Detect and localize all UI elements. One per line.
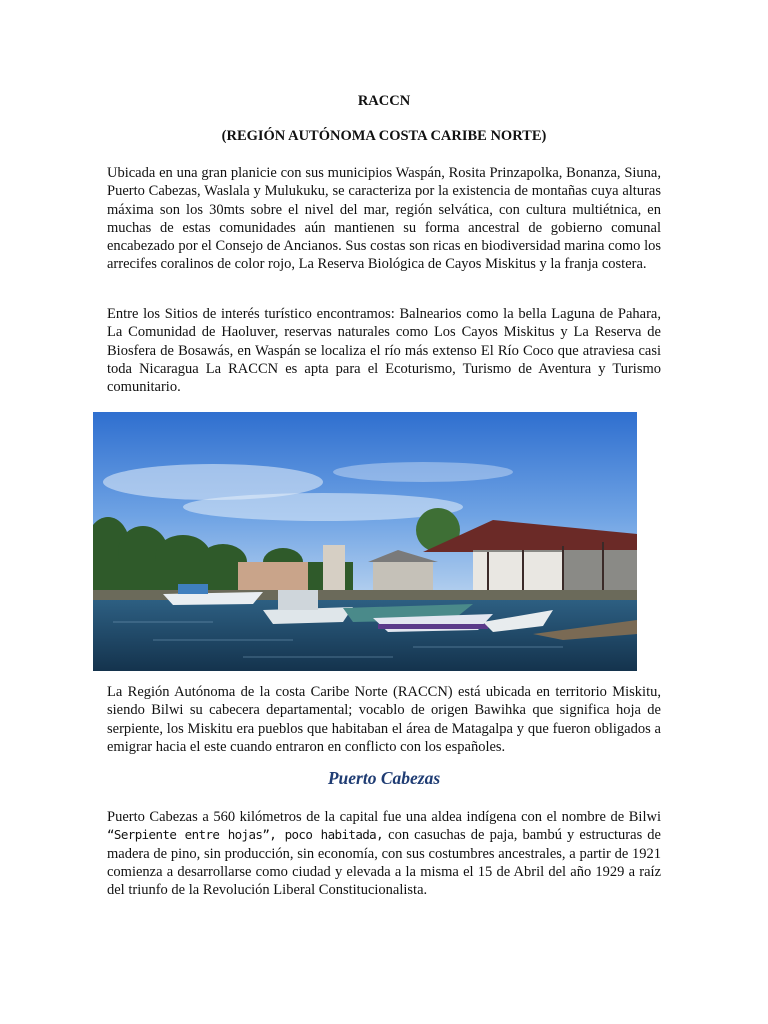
quote-text: “Serpiente entre hojas”, poco habitada, xyxy=(107,827,384,843)
document-subtitle: (REGIÓN AUTÓNOMA COSTA CARIBE NORTE) xyxy=(221,128,547,144)
harbor-photo xyxy=(93,412,637,671)
section-heading: Puerto Cabezas xyxy=(327,768,441,788)
tourism-paragraph: Entre los Sitios de interés turístico encontramos: Balnearios como la bella Laguna de Pahara, La Comunidad de Haoluver, reservas naturales como Los Cayos Miskitus y La Reserva de Biosfera de Bosawás, en Waspán se localiza el río más extenso El Río Coco que atraviesa casi toda Nicaragua La RACCN es apta para el Ecoturismo, Turismo de Aventura y Turismo comunitario. xyxy=(107,306,661,396)
tower xyxy=(323,545,345,590)
document-title: RACCN xyxy=(357,93,411,109)
region-paragraph: La Región Autónoma de la costa Caribe Norte (RACCN) está ubicada en territorio Miskitu, siendo Bilwi su cabecera departamental; vocablo de origen Bawihka que significa hoja de serpiente, los Miskitu era pueblos que habitaban el área de Matagalpa y que fueron obligados a emigrar hacia el este cuando entraron en conflicto con los españoles. xyxy=(107,684,661,755)
cloud xyxy=(333,462,513,482)
house xyxy=(238,562,308,590)
intro-paragraph: Ubicada en una gran planicie con sus municipios Waspán, Rosita Prinzapolka, Bonanza, Siuna, Puerto Cabezas, Waslala y Mulukuku, se caracteriza por la existencia de montañas cuya alturas máxima son los 30mts sobre el nivel del mar, región selvática, con cultura multiétnica, en muchas de estas comunidades aún mantienen su forma ancestral de gobierno comunal encabezado por el Consejo de Ancianos. Sus costas son ricas en biodiversidad marina como los arrecifes coralinos de color rojo, La Reserva Biológica de Cayos Miskitus y la franja costera. xyxy=(107,165,661,273)
puerto-cabezas-paragraph xyxy=(107,808,661,899)
paragraph-text: con casuchas de paja, bambú y estructuras de madera de pino, sin producción, sin economía, con sus costumbres ancestrales, a partir de 1921 comienza a desarrollarse como ciudad y elevada a la misma el 15 de Abril del año 1929 a raíz del triunfo de la Revolución Liberal Constitucionalista. xyxy=(107,827,661,899)
house xyxy=(373,562,433,594)
paragraph-text: Puerto Cabezas a 560 kilómetros de la capital fue una aldea indígena con el nombre de Bilwi xyxy=(107,809,661,825)
